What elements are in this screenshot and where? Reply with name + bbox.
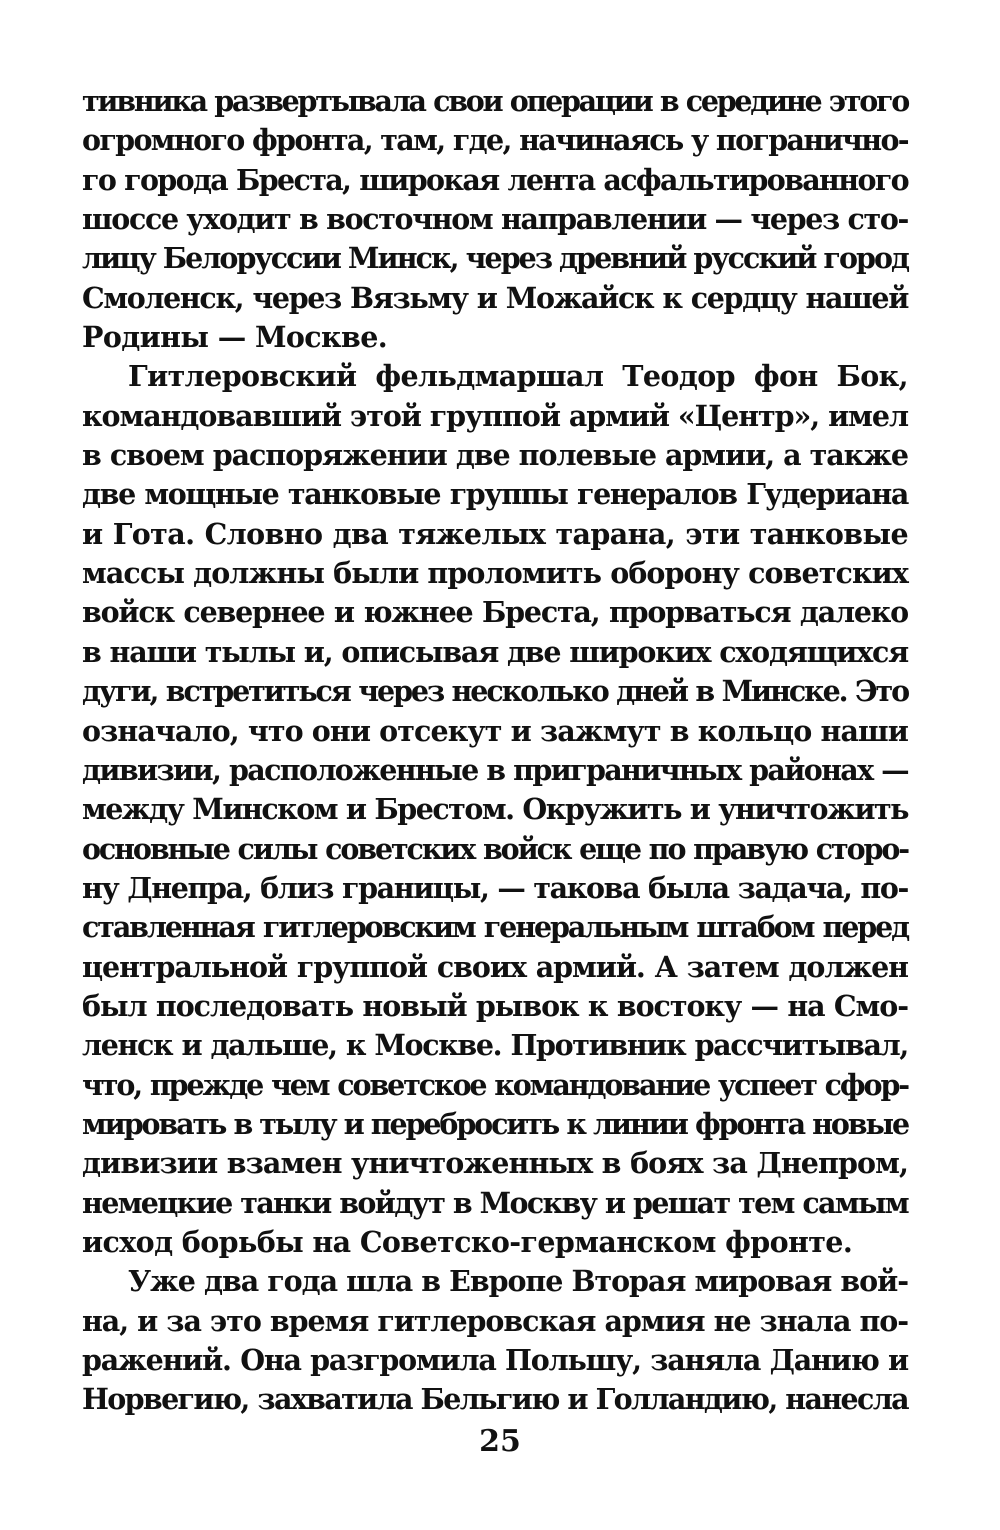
text-line: ну Днепра, близ границы, — такова была задача, по- bbox=[82, 870, 908, 905]
text-line: Родины — Москве. bbox=[82, 320, 388, 355]
text-line: огромного фронта, там, где, начинаясь у погранично- bbox=[82, 123, 908, 158]
text-line: лицу Белоруссии Минск, через древний русский город bbox=[82, 241, 909, 276]
text-line: Гитлеровский фельдмаршал Теодор фон Бок, bbox=[128, 359, 908, 394]
page-number: 25 bbox=[479, 1424, 521, 1459]
paragraph-2 bbox=[82, 357, 908, 1262]
text-line: дуги, встретиться через несколько дней в Минске. Это bbox=[82, 674, 908, 709]
text-line: между Минском и Брестом. Окружить и уничтожить bbox=[82, 792, 908, 827]
text-line: мировать в тылу и перебросить к линии фронта новые bbox=[82, 1106, 908, 1141]
text-line: и Гота. Словно два тяжелых тарана, эти танковые bbox=[82, 516, 908, 551]
text-line: ставленная гитлеровским генеральным штабом перед bbox=[82, 910, 908, 945]
text-line: в наши тылы и, описывая две широких сходящихся bbox=[82, 634, 908, 669]
text-line: командовавший этой группой армий «Центр», имел bbox=[82, 398, 908, 433]
text-line: Уже два года шла в Европе Вторая мировая вой- bbox=[128, 1264, 908, 1299]
text-line: две мощные танковые группы генералов Гудериана bbox=[82, 477, 908, 512]
text-line: дивизии взамен уничтоженных в боях за Днепром, bbox=[82, 1146, 908, 1181]
paragraph-3 bbox=[82, 1262, 908, 1419]
page-text bbox=[82, 82, 908, 1420]
text-line: исход борьбы на Советско-германском фронте. bbox=[82, 1224, 853, 1259]
text-line: Норвегию, захватила Бельгию и Голландию, нанесла bbox=[82, 1382, 908, 1417]
text-line: на, и за это время гитлеровская армия не знала по- bbox=[82, 1303, 908, 1338]
text-line: означало, что они отсекут и зажмут в кольцо наши bbox=[82, 713, 908, 748]
paragraph-1 bbox=[82, 82, 908, 357]
text-line: центральной группой своих армий. А затем должен bbox=[82, 949, 908, 984]
text-line: дивизии, расположенные в приграничных районах — bbox=[82, 752, 908, 787]
text-line: го города Бреста, широкая лента асфальтированного bbox=[82, 162, 908, 197]
text-line: был последовать новый рывок к востоку — на Смо- bbox=[82, 988, 908, 1023]
text-line: шоссе уходит в восточном направлении — через сто- bbox=[82, 202, 908, 237]
text-line: основные силы советских войск еще по правую сторо- bbox=[82, 831, 908, 866]
text-line: немецкие танки войдут в Москву и решат тем самым bbox=[82, 1185, 908, 1220]
text-line: массы должны были проломить оборону советских bbox=[82, 556, 908, 591]
text-line: ленск и дальше, к Москве. Противник рассчитывал, bbox=[82, 1028, 908, 1063]
text-line: в своем распоряжении две полевые армии, а также bbox=[82, 438, 908, 473]
text-line: ражений. Она разгромила Польшу, заняла Данию и bbox=[82, 1343, 908, 1377]
text-line: что, прежде чем советское командование успеет сфор- bbox=[82, 1067, 908, 1102]
text-line: войск севернее и южнее Бреста, прорваться далеко bbox=[82, 595, 908, 630]
text-line: Смоленск, через Вязьму и Можайск к сердцу нашей bbox=[82, 280, 908, 315]
text-line: тивника развертывала свои операции в середине этого bbox=[82, 84, 908, 118]
